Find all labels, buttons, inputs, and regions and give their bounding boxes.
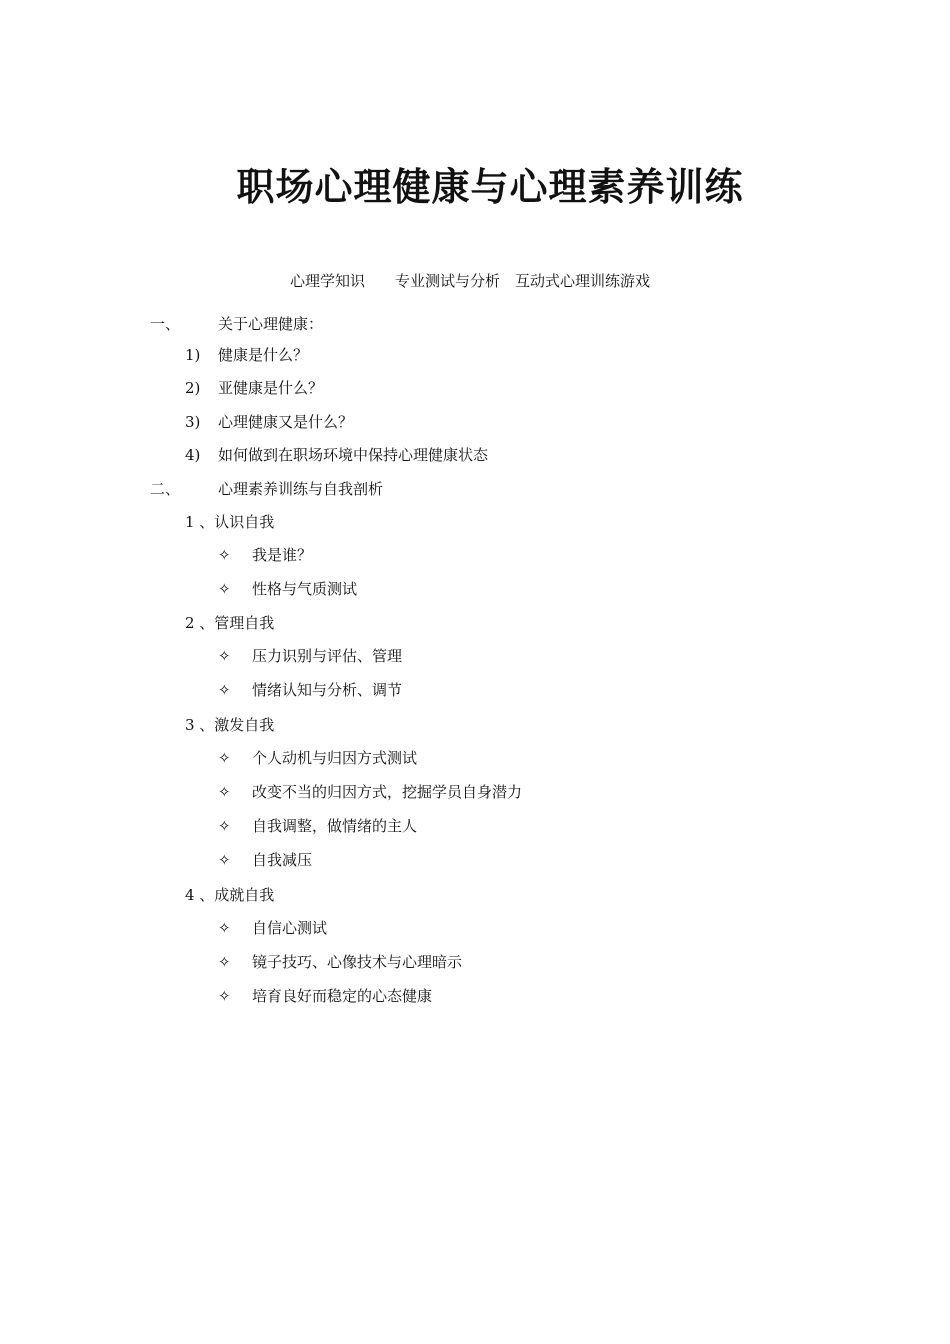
- section-marker: 二、: [150, 480, 181, 498]
- sparkle-bullet-icon: ✧: [218, 953, 231, 971]
- bullet-text: 改变不当的归因方式，挖掘学员自身潜力: [252, 783, 523, 801]
- document-title: 职场心理健康与心理素养训练: [236, 164, 744, 209]
- item-text: 健康是什么？: [218, 346, 309, 364]
- sparkle-bullet-icon: ✧: [218, 647, 231, 665]
- bullet-text: 情绪认知与分析、调节: [252, 681, 403, 699]
- section-marker: 一、: [150, 315, 181, 333]
- subtitle: 心理学知识 专业测试与分析 互动式心理训练游戏: [290, 272, 651, 290]
- bullet-text: 我是谁？: [252, 546, 313, 564]
- item-marker: 2): [185, 379, 201, 397]
- sparkle-bullet-icon: ✧: [218, 580, 231, 598]
- bullet-text: 自我调整，做情绪的主人: [252, 817, 418, 835]
- bullet-text: 压力识别与评估、管理: [252, 647, 403, 665]
- item-marker: 4): [185, 446, 201, 464]
- subsection-label: 3 、激发自我: [185, 716, 275, 734]
- sparkle-bullet-icon: ✧: [218, 749, 231, 767]
- bullet-text: 性格与气质测试: [252, 580, 358, 598]
- bullet-text: 个人动机与归因方式测试: [252, 749, 418, 767]
- section-heading: 关于心理健康：: [218, 315, 324, 333]
- bullet-text: 自信心测试: [252, 919, 328, 937]
- item-text: 心理健康又是什么？: [218, 413, 354, 431]
- bullet-text: 镜子技巧、心像技术与心理暗示: [252, 953, 463, 971]
- sparkle-bullet-icon: ✧: [218, 783, 231, 801]
- subsection-label: 4 、成就自我: [185, 886, 275, 904]
- sparkle-bullet-icon: ✧: [218, 681, 231, 699]
- item-marker: 3): [185, 413, 201, 431]
- bullet-text: 培育良好而稳定的心态健康: [252, 987, 433, 1005]
- item-marker: 1): [185, 346, 201, 364]
- item-text: 亚健康是什么？: [218, 379, 324, 397]
- item-text: 如何做到在职场环境中保持心理健康状态: [218, 446, 489, 464]
- sparkle-bullet-icon: ✧: [218, 919, 231, 937]
- sparkle-bullet-icon: ✧: [218, 817, 231, 835]
- subsection-label: 2 、管理自我: [185, 614, 275, 632]
- sparkle-bullet-icon: ✧: [218, 546, 231, 564]
- sparkle-bullet-icon: ✧: [218, 987, 231, 1005]
- bullet-text: 自我减压: [252, 851, 313, 869]
- sparkle-bullet-icon: ✧: [218, 851, 231, 869]
- subsection-label: 1 、认识自我: [185, 513, 275, 531]
- section-heading: 心理素养训练与自我剖析: [218, 480, 384, 498]
